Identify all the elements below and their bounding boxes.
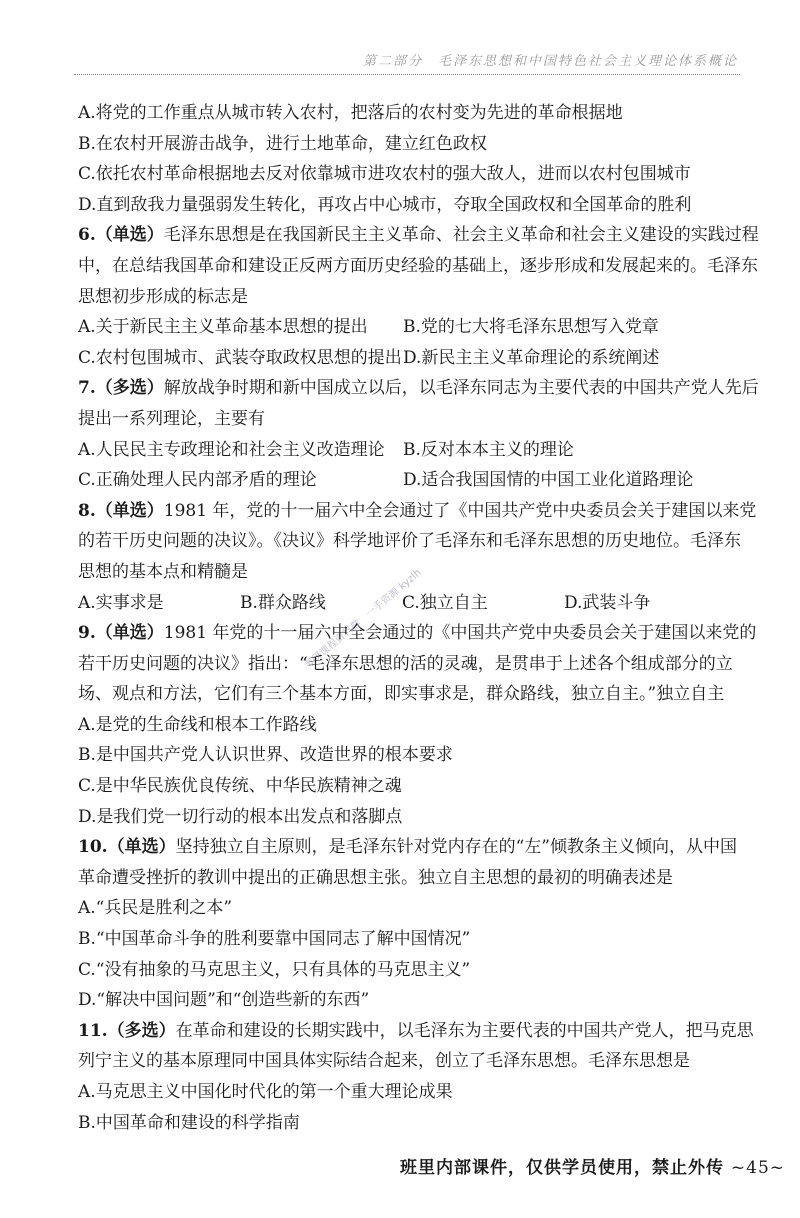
q7-option-b: B.反对本本主义的理论 <box>403 439 574 460</box>
q8-option-c: C.独立自主 <box>402 592 488 613</box>
q5-option-d: D.直到敌我力量强弱发生转化，再攻占中心城市，夺取全国政权和全国革命的胜利 <box>78 194 692 215</box>
q11-stem-line: 列宁主义的基本原理同中国具体实际结合起来，创立了毛泽东思想。毛泽东思想是 <box>78 1051 690 1072</box>
q8-stem-line: 8.（单选）1981 年，党的十一届六中全会通过了《中国共产党中央委员会关于建国以来党 <box>78 500 757 521</box>
q7-options-row <box>78 435 728 466</box>
q6-stem-line: 6.（单选）毛泽东思想是在我国新民主主义革命、社会主义革命和社会主义建设的实践过程 <box>78 225 759 246</box>
q10-number: 10.（单选） <box>78 837 176 858</box>
q11-option-b: B.中国革命和建设的科学指南 <box>78 1112 300 1133</box>
q8-options-row <box>78 588 728 619</box>
page-footer <box>400 1153 785 1178</box>
q9-option-a: A.是党的生命线和根本工作路线 <box>78 714 317 735</box>
q5-option-b: B.在农村开展游击战争，进行土地革命，建立红色政权 <box>78 133 487 154</box>
q6-option-c: C.农村包围城市、武装夺取政权思想的提出 <box>78 347 402 368</box>
q9-stem-line: 场、观点和方法，它们有三个基本方面，即实事求是，群众路线，独立自主。”独立自主 <box>78 684 725 705</box>
q8-number: 8.（单选） <box>78 500 164 521</box>
q11-stem-line: 11.（多选）在革命和建设的长期实践中，以毛泽东为主要代表的中国共产党人，把马克思 <box>78 1020 754 1041</box>
q10-stem-line: 革命遭受挫折的教训中提出的正确思想主张。独立自主思想的最初的明确表述是 <box>78 867 673 888</box>
q7-stem-line: 7.（多选）解放战争时期和新中国成立以后，以毛泽东同志为主要代表的中国共产党人先后 <box>78 378 759 399</box>
q5-option-a: A.将党的工作重点从城市转入农村，把落后的农村变为先进的革命根据地 <box>78 103 623 123</box>
q8-option-b: B.群众路线 <box>240 592 326 613</box>
q10-option-a: A.“兵民是胜利之本” <box>78 898 233 919</box>
watermark: 考研课程资料群 一手资源 kyzlh <box>302 567 424 672</box>
q7-option-c: C.正确处理人民内部矛盾的理论 <box>78 470 317 491</box>
q10-option-b: B.“中国革命斗争的胜利要靠中国同志了解中国情况” <box>78 929 471 950</box>
q9-option-b: B.是中国共产党人认识世界、改造世界的根本要求 <box>78 745 453 766</box>
q6-option-d: D.新民主主义革命理论的系统阐述 <box>403 347 660 368</box>
page-number: ~45~ <box>730 1158 786 1178</box>
q10-option-d: D.“解决中国问题”和“创造些新的东西” <box>78 990 370 1011</box>
q7-option-a: A.人民民主专政理论和社会主义改造理论 <box>78 439 385 460</box>
q6-option-b: B.党的七大将毛泽东思想写入党章 <box>403 317 659 338</box>
q7-options-row <box>78 465 728 496</box>
header-divider <box>74 74 740 75</box>
page-content <box>78 98 759 1138</box>
q9-option-d: D.是我们党一切行动的根本出发点和落脚点 <box>78 806 403 827</box>
q8-stem-line: 思想的基本点和精髓是 <box>78 561 248 582</box>
q6-stem-line: 思想初步形成的标志是 <box>78 286 248 307</box>
q6-options-row <box>78 343 728 374</box>
q9-option-c: C.是中华民族优良传统、中华民族精神之魂 <box>78 776 402 797</box>
q7-option-d: D.适合我国国情的中国工业化道路理论 <box>403 470 694 491</box>
q11-option-a: A.马克思主义中国化时代化的第一个重大理论成果 <box>78 1082 453 1102</box>
q7-stem-line: 提出一系列理论，主要有 <box>78 408 265 429</box>
q9-stem-line: 9.（单选）1981 年党的十一届六中全会通过的《中国共产党中央委员会关于建国以来党的 <box>78 623 757 644</box>
q10-stem-line: 10.（单选）坚持独立自主原则，是毛泽东针对党内存在的“左”倾教条主义倾向，从中国 <box>78 837 737 858</box>
q6-options-row <box>78 312 728 343</box>
q9-stem-line: 若干历史问题的决议》指出：“毛泽东思想的活的灵魂，是贯串于上述各个组成部分的立 <box>78 653 733 674</box>
q11-number: 11.（多选） <box>78 1020 176 1041</box>
q8-option-a: A.实事求是 <box>78 592 164 613</box>
q8-stem-line: 的若干历史问题的决议》。《决议》科学地评价了毛泽东和毛泽东思想的历史地位。毛泽东 <box>78 531 741 552</box>
running-header: 第二部分 毛泽东思想和中国特色社会主义理论体系概论 <box>362 54 738 69</box>
q10-option-c: C.“没有抽象的马克思主义，只有具体的马克思主义” <box>78 959 471 980</box>
q5-option-c: C.依托农村革命根据地去反对依靠城市进攻农村的强大敌人，进而以农村包围城市 <box>78 164 691 185</box>
q8-option-d: D.武装斗争 <box>564 592 651 613</box>
q6-number: 6.（单选） <box>78 225 164 246</box>
q7-number: 7.（多选） <box>78 378 164 399</box>
q6-stem-line: 中，在总结我国革命和建设正反两方面历史经验的基础上，逐步形成和发展起来的。毛泽东 <box>78 255 758 276</box>
q9-number: 9.（单选） <box>78 623 164 644</box>
q6-option-a: A.关于新民主主义革命基本思想的提出 <box>78 317 368 338</box>
footer-notice: 班里内部课件，仅供学员使用，禁止外传 <box>400 1158 724 1178</box>
